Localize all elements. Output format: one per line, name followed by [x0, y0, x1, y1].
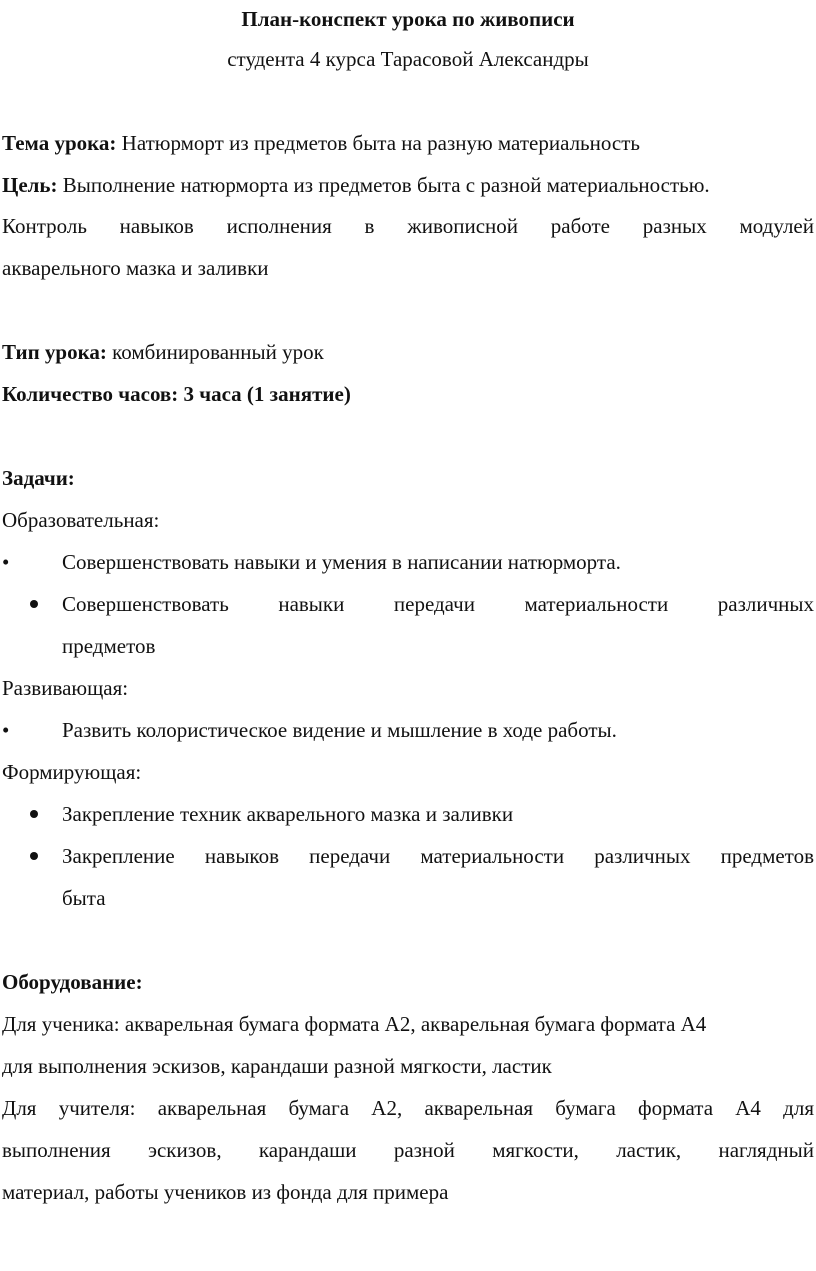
goal-line-3: акварельного мазка и заливки [2, 256, 269, 280]
document-title: План-конспект урока по живописи [241, 7, 575, 31]
lesson-type-value: комбинированный урок [106, 340, 324, 364]
bullet-dot-icon [30, 852, 38, 860]
tasks-heading: Задачи: [2, 466, 75, 490]
forming-bullet-1: Закрепление техник акварельного мазка и заливки [62, 802, 514, 826]
hours-line: Количество часов: 3 часа (1 занятие) [2, 382, 351, 406]
developing-label: Развивающая: [2, 676, 129, 700]
equipment-student-line-2: для выполнения эскизов, карандаши разной мягкости, ластик [2, 1054, 552, 1078]
topic-value: Натюрморт из предметов быта на разную материальность [116, 131, 640, 155]
forming-bullet-2-line-1: Закрепление навыков передачи материальности различных предметов [62, 844, 814, 868]
educational-bullet-2-line-1: Совершенствовать навыки передачи материальности различных [62, 592, 814, 616]
topic-label: Тема урока: [2, 131, 117, 155]
bullet-dot-icon [30, 810, 38, 818]
lesson-type-label: Тип урока: [2, 340, 107, 364]
topic-line [2, 130, 814, 156]
goal-line-1 [2, 172, 814, 198]
document-subtitle: студента 4 курса Тарасовой Александры [227, 47, 589, 71]
bullet-dot-icon [30, 600, 38, 608]
educational-bullet-1: Совершенствовать навыки и умения в написании натюрморта. [62, 550, 621, 574]
equipment-teacher-line-3: материал, работы учеников из фонда для примера [2, 1180, 449, 1204]
equipment-teacher-line-1: Для учителя: акварельная бумага А2, акварельная бумага формата А4 для [2, 1096, 814, 1120]
forming-bullet-2-line-2: быта [62, 886, 106, 910]
equipment-student-line-1: Для ученика: акварельная бумага формата А2, акварельная бумага формата А4 [2, 1012, 707, 1036]
educational-label: Образовательная: [2, 508, 160, 532]
goal-line-2: Контроль навыков исполнения в живописной работе разных модулей [2, 214, 814, 238]
equipment-heading: Оборудование: [2, 970, 143, 994]
lesson-type-line [2, 339, 814, 365]
goal-label: Цель: [2, 173, 58, 197]
bullet-mark: • [2, 718, 10, 742]
educational-bullet-2-line-2: предметов [62, 634, 156, 658]
goal-value: Выполнение натюрморта из предметов быта с разной материальностью. [57, 173, 710, 197]
equipment-teacher-line-2: выполнения эскизов, карандаши разной мягкости, ластик, наглядный [2, 1138, 814, 1162]
forming-label: Формирующая: [2, 760, 142, 784]
bullet-mark: • [2, 550, 10, 574]
developing-bullet-1: Развить колористическое видение и мышление в ходе работы. [62, 718, 617, 742]
